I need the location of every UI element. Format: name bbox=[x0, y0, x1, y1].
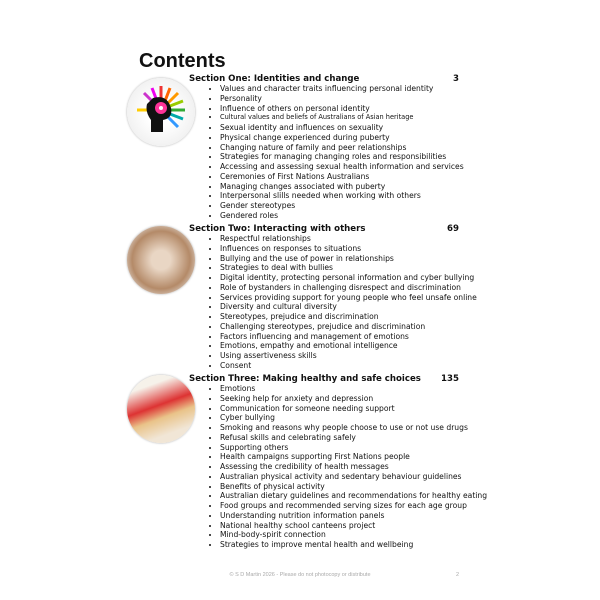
people-circle-image bbox=[127, 226, 195, 294]
toc-item[interactable]: • Interpersonal slills needed when working with others bbox=[220, 191, 459, 201]
toc-item[interactable]: • Gender stereotypes bbox=[220, 201, 459, 211]
toc-item[interactable]: • Factors influencing and management of emotions bbox=[220, 332, 459, 342]
section-heading[interactable]: Section Three: Making healthy and safe choices bbox=[189, 374, 421, 384]
toc-item[interactable]: • Communication for someone needing support bbox=[220, 404, 459, 414]
toc-item[interactable]: • Digital identity, protecting personal information and cyber bullying bbox=[220, 273, 459, 283]
toc-item[interactable]: • Respectful relationships bbox=[220, 234, 459, 244]
footer-copyright: © S D Martin 2026 - Please do not photocopy or distribute bbox=[229, 572, 371, 578]
toc-item[interactable]: • Bullying and the use of power in relationships bbox=[220, 254, 459, 264]
toc-item[interactable]: • Personality bbox=[220, 94, 459, 104]
toc-item[interactable]: • Australian physical activity and sedentary behaviour guidelines bbox=[220, 472, 459, 482]
toc-item[interactable]: • Food groups and recommended serving sizes for each age group bbox=[220, 501, 459, 511]
toc-item[interactable]: • Mind-body-spirit connection bbox=[220, 530, 459, 540]
section-page-number: 3 bbox=[453, 74, 459, 84]
toc-item[interactable]: • Strategies for managing changing roles and responsibilities bbox=[220, 152, 459, 162]
toc-item[interactable]: • Influences on responses to situations bbox=[220, 244, 459, 254]
toc-item[interactable]: • Cultural values and beliefs of Australians of Asian heritage bbox=[220, 113, 459, 123]
toc-item[interactable]: • Benefits of physical activity bbox=[220, 482, 459, 492]
toc-item[interactable]: • Managing changes associated with puberty bbox=[220, 182, 459, 192]
toc-item[interactable]: • Seeking help for anxiety and depression bbox=[220, 394, 459, 404]
healthy-food-image bbox=[127, 375, 195, 443]
toc-item[interactable]: • Australian dietary guidelines and recommendations for healthy eating bbox=[220, 491, 459, 501]
section-page-number: 135 bbox=[441, 374, 459, 384]
toc-item[interactable]: • Supporting others bbox=[220, 443, 459, 453]
toc-item[interactable]: • Understanding nutrition information panels bbox=[220, 511, 459, 521]
toc-item[interactable]: • Stereotypes, prejudice and discrimination bbox=[220, 312, 459, 322]
toc-item[interactable]: • Challenging stereotypes, prejudice and discrimination bbox=[220, 322, 459, 332]
section-heading[interactable]: Section One: Identities and change bbox=[189, 74, 360, 84]
toc-item[interactable]: • Cyber bullying bbox=[220, 413, 459, 423]
toc-item[interactable]: • Assessing the credibility of health messages bbox=[220, 462, 459, 472]
footer-page-number: 2 bbox=[456, 572, 460, 578]
toc-item[interactable]: • National healthy school canteens project bbox=[220, 521, 459, 531]
toc-item[interactable]: • Consent bbox=[220, 361, 459, 371]
section-one bbox=[189, 74, 464, 221]
toc-item[interactable]: • Strategies to deal with bullies bbox=[220, 263, 459, 273]
toc-item[interactable]: • Services providing support for young people who feel unsafe online bbox=[220, 293, 459, 303]
toc-item[interactable]: • Ceremonies of First Nations Australians bbox=[220, 172, 459, 182]
toc-item[interactable]: • Influence of others on personal identity bbox=[220, 104, 459, 114]
section-heading[interactable]: Section Two: Interacting with others bbox=[189, 224, 366, 234]
toc-item[interactable]: • Values and character traits influencing personal identity bbox=[220, 84, 459, 94]
toc-item[interactable]: • Smoking and reasons why people choose to use or not use drugs bbox=[220, 423, 459, 433]
toc-item[interactable]: • Emotions, empathy and emotional intelligence bbox=[220, 341, 459, 351]
toc-item[interactable]: • Refusal skills and celebrating safely bbox=[220, 433, 459, 443]
toc-item[interactable]: • Physical change experienced during puberty bbox=[220, 133, 459, 143]
identity-head-image bbox=[127, 78, 195, 146]
page-title: Contents bbox=[139, 50, 226, 72]
section-three bbox=[189, 374, 488, 550]
toc-item[interactable]: • Using assertiveness skills bbox=[220, 351, 459, 361]
section-two bbox=[189, 224, 477, 371]
toc-item[interactable]: • Strategies to improve mental health and wellbeing bbox=[220, 540, 459, 550]
toc-item[interactable]: • Health campaigns supporting First Nations people bbox=[220, 452, 459, 462]
toc-item[interactable]: • Role of bystanders in challenging disrespect and discrimination bbox=[220, 283, 459, 293]
toc-item[interactable]: • Accessing and assessing sexual health information and services bbox=[220, 162, 459, 172]
toc-item[interactable]: • Diversity and cultural diversity bbox=[220, 302, 459, 312]
toc-item[interactable]: • Sexual identity and influences on sexuality bbox=[220, 123, 459, 133]
section-page-number: 69 bbox=[447, 224, 459, 234]
toc-item[interactable]: • Changing nature of family and peer relationships bbox=[220, 143, 459, 153]
toc-item[interactable]: • Emotions bbox=[220, 384, 459, 394]
toc-item[interactable]: • Gendered roles bbox=[220, 211, 459, 221]
